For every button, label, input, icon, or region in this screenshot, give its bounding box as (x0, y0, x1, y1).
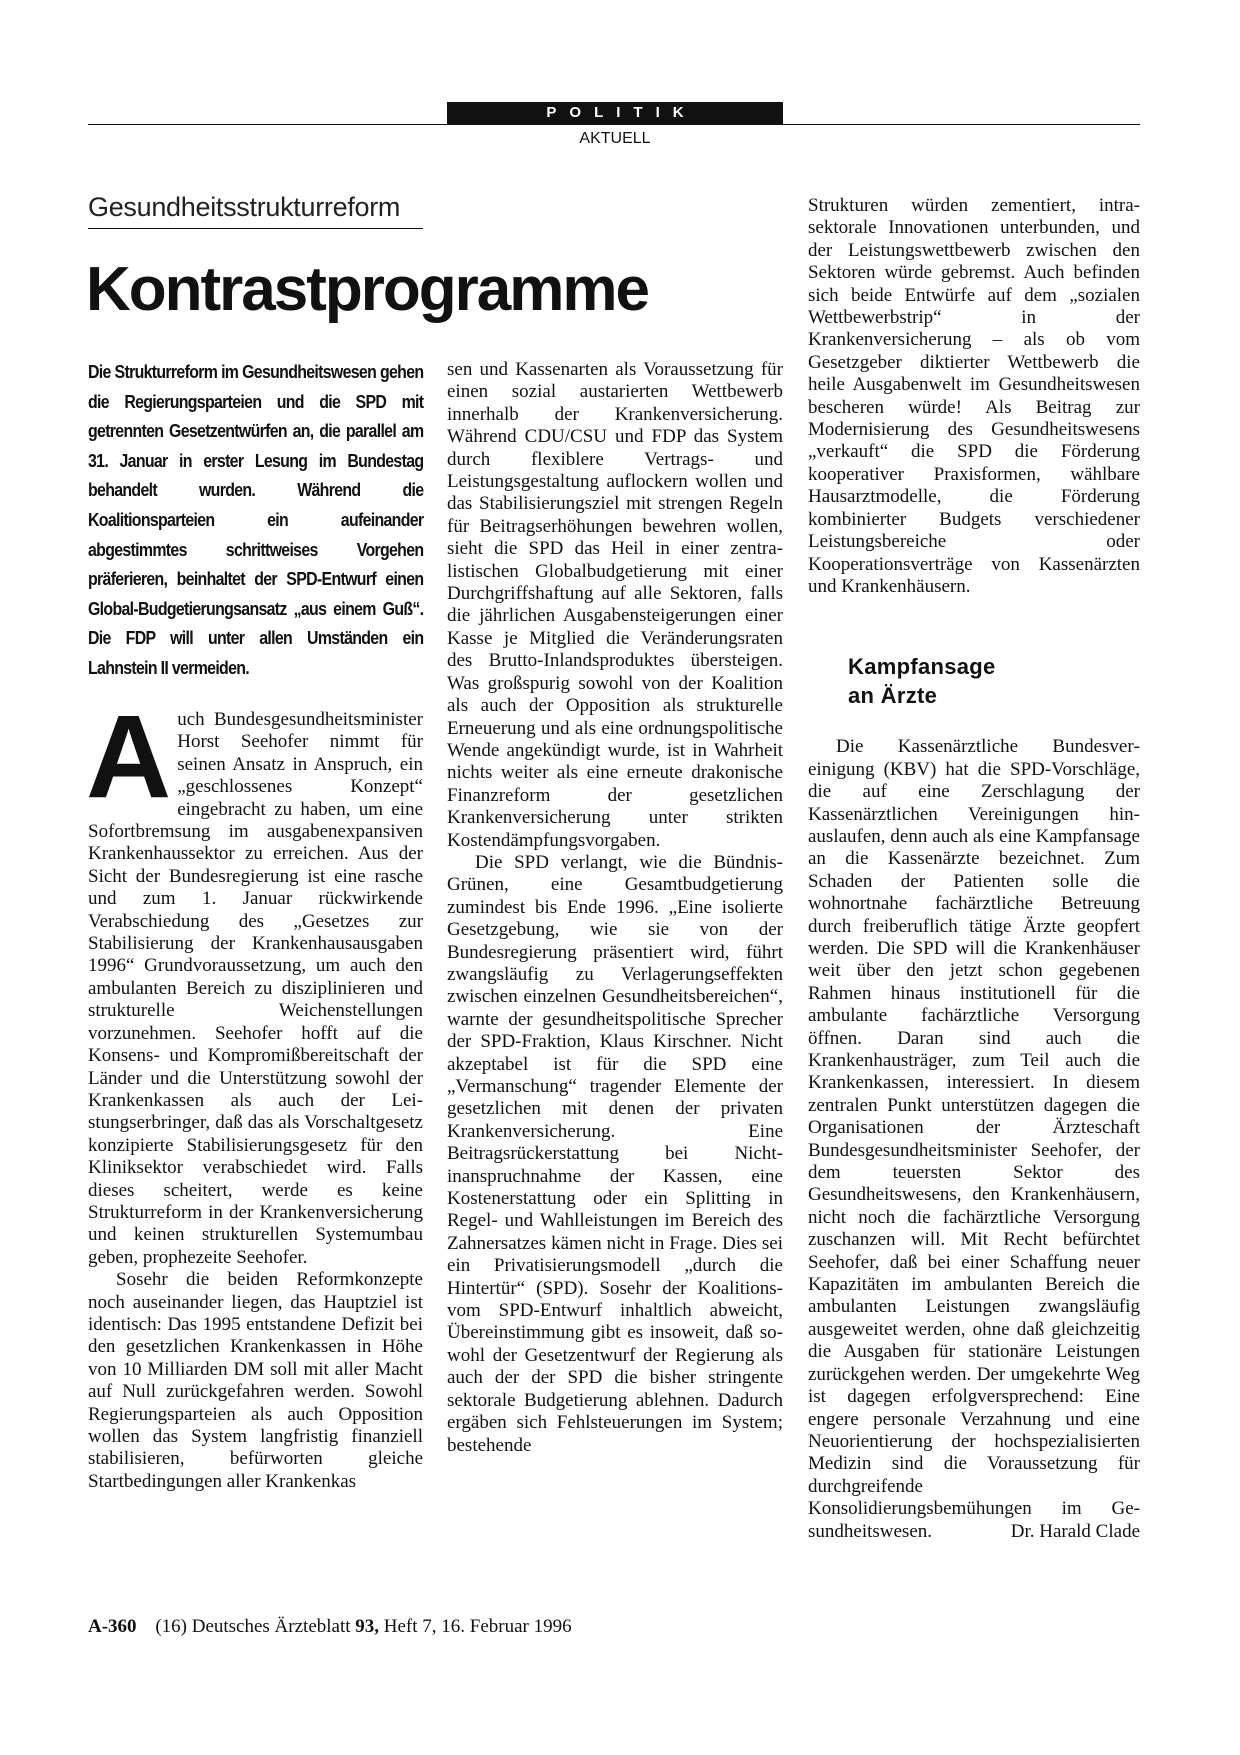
paragraph-1: Auch Bundesgesundheitsminister Horst Seehofer nimmt für seinen Ansatz in Anspruch, ein „geschlossenes Konzept“ eingebracht zu haben, um eine Sofortbremsung im ausgabenexpansiven Krankenhaussektor zu erreichen. Aus der Sicht der Bundesregierung ist eine rasche und zum 1. Januar rückwirkende Verabschiedung des „Gesetzes zur Stabilisierung der Krankenhausausgaben 1996“ Grundvoraussetzung, um auch den ambulanten Bereich zu disziplinieren und strukturelle Weichenstellungen vorzunehmen. Seehofer hofft auf die Konsens- und Kompromißbereitschaft der Länder und die Unterstützung sowohl der Krankenkassen als auch der Leistungserbringer, daß das als Vorschaltgesetz konzipierte Stabilisierungsgesetz für den Kliniksektor verabschiedet wird. Falls dieses scheitert, werde es keine Strukturreform in der Krankenversicherung und keinen strukturellen Systemumbau geben, prophezeite Seehofer. (86, 691, 423, 1268)
journal-issue: Heft 7, 16. Februar 1996 (383, 1616, 572, 1637)
drop-cap: A (86, 691, 170, 823)
article-kicker: Gesundheitsstrukturreform (88, 190, 423, 229)
journal-name: (16) Deutsches Ärzteblatt (155, 1616, 351, 1637)
header-rule (88, 124, 1140, 125)
article-subhead: Kampfansage an Ärzte (848, 654, 996, 709)
column-2 (447, 359, 783, 1457)
section-label: POLITIK (447, 102, 783, 124)
page-number: A-360 (88, 1616, 137, 1637)
article-lead: Die Strukturreform im Gesundheitswesen gehen die Regierungsparteien und die SPD mit getrennten Gesetzentwürfen an, die parallel am 31. Januar in erster Lesung im Bundestag behandelt wurden. Während die Koalitionsparteien ein aufeinander abgestimmtes schrittweises Vorgehen präferieren, beinhaltet der SPD-Entwurf einen Global-Budgetierungsansatz „aus einem Guß“. Die FDP will unter allen Umständen ein Lahnstein II vermeiden. (88, 361, 424, 678)
paragraph-3-continued: Strukturen würden zementiert, intrasektorale Innovationen unterbunden, und der Leistungswettbewerb zwischen den Sektoren würde gebremst. Auch befinden sich beide Entwürfe auf dem „sozialen Wettbewerbstrip“ in der Krankenversicherung – als ob vom Gesetzgeber diktierter Wettbewerb die heile Ausgabenwelt im Gesundheitswesen bescheren würde! Als Beitrag zur Modernisierung des Gesundheitswesens „verkauft“ die SPD die Förderung kooperativer Praxisformen, wählbare Hausarztmodelle, die Förderung kombinierter Budgets verschiedener Leistungsbereiche oder Kooperationsverträge von Kassenärzten und Krankenhäusern. (808, 195, 1140, 597)
column-3 (808, 195, 1140, 1543)
paragraph-4: Die Kassenärztliche Bundesvereinigung (KBV) hat die SPD-Vorschläge, die auf eine Zerschlagung der Kassenärztlichen Vereinigungen hinauslaufen, denn auch als eine Kampfansage an die Kassenärzte bezeichnet. Zum Schaden der Patienten solle die wohnortnahe fachärztliche Betreuung durch freiberuflich tätige Ärzte geopfert werden. Die SPD will die Krankenhäuser weit über den jetzt schon gegebenen Rahmen hinaus institutionell für die ambulante fachärztliche Versorgung öffnen. Daran sind auch die Krankenhausträger, zum Teil auch die Krankenkassen, interessiert. In diesem zentralen Punkt unterstützen dagegen die Organisationen der Ärzteschaft Bundesgesundheitsminister Seehofer, der dem teuersten Sektor des Gesundheitswesens, den Krankenhäusern, nicht noch die fachärztliche Versorgung zuschanzen will. Mit Recht befürchtet Seehofer, daß bei einer Schaffung neuer Kapazitäten im ambulanten Bereich die ambulanten Leistungen zwangsläufig ausgeweitet werden, ohne daß gleichzeitig die Ausgaben für stationäre Leistungen zurückgehen werden. Der umgekehrte Weg ist dagegen erfolgversprechend: Eine engere personale Verzahnung und eine Neuorientierung der hochspezialisierten Medizin sind die Voraussetzung für durchgreifende Konsolidierungsbemühungen im Gesundheitswesen. Dr. Harald Clade (808, 736, 1140, 1542)
column-1 (86, 691, 423, 1493)
paragraph-2: Sosehr die beiden Reformkonzepte noch auseinander liegen, das Hauptziel ist identisch: Das 1995 entstandene Defizit bei den gesetzlichen Krankenkassen in Höhe von 10 Milliarden DM soll mit aller Macht auf Null zurückgefahren werden. Sowohl Regierungsparteien als auch Opposition wollen das System langfristig finanziell stabilisieren, befürworten gleiche Startbedingungen aller Krankenkas (88, 1269, 423, 1492)
subsection-label: AKTUELL (579, 130, 651, 147)
paragraph-3: Die SPD verlangt, wie die Bündnis-Grünen, eine Gesamtbudgetierung zumindest bis Ende 1996. „Eine isolierte Gesetzgebung, wie sie von der Bundesregierung präsentiert wird, führt zwangsläufig zu Verlagerungseffekten zwischen einzelnen Gesundheitsbereichen“, warnte der gesundheitspolitische Sprecher der SPD-Fraktion, Klaus Kirschner. Nicht akzeptabel ist für die SPD eine „Vermanschung“ tragender Elemente der gesetzlichen mit denen der privaten Krankenversicherung. Eine Beitragsrückerstattung bei Nichtinanspruchnahme der Kassen, eine Kostenerstattung oder ein Splitting in Regel- und Wahlleistungen im Bereich des Zahnersatzes kämen nicht in Frage. Dies sei ein Privatisierungsmodell „durch die Hintertür“ (SPD). Sosehr der Koalitions- vom SPD-Entwurf inhaltlich abweicht, Übereinstimmung gibt es insoweit, daß sowohl der Gesetzentwurf der Regierung als auch der der SPD die bisher stringente sektorale Budgetierung ablehnen. Dadurch ergäben sich Fehlsteuerungen im System; bestehende (447, 851, 783, 1456)
paragraph-2-continued: sen und Kassenarten als Voraussetzung für einen sozial austarierten Wettbewerb innerhalb der Krankenversicherung. Während CDU/CSU und FDP das System durch flexiblere Vertrags- und Leistungsgestaltung auflockern wollen und das Stabilisierungsziel mit strengen Regeln für Beitragserhöhungen bewehren wollen, sieht die SPD das Heil in einer zentralistischen Globalbudgetierung mit einer Durchgriffshaftung auf alle Sektoren, falls die jährlichen Ausgabensteigerungen einer Kasse je Mitglied die Veränderungsraten des Brutto-Inlandsproduktes übersteigen. Was großspurig sowohl von der Koalition als auch der Opposition als strukturelle Erneuerung und als eine ordnungspolitische Wende angekündigt wurde, ist in Wahrheit nichts weiter als eine erneute drakonische Finanzreform der gesetzlichen Krankenversicherung unter strikten Kostendämpfungsvorgaben. (447, 359, 783, 851)
article-title: Kontrastprogramme (86, 255, 648, 324)
journal-volume: 93, (355, 1616, 380, 1637)
page-footer (88, 1616, 572, 1638)
author-name: Dr. Harald Clade (1010, 1520, 1140, 1542)
